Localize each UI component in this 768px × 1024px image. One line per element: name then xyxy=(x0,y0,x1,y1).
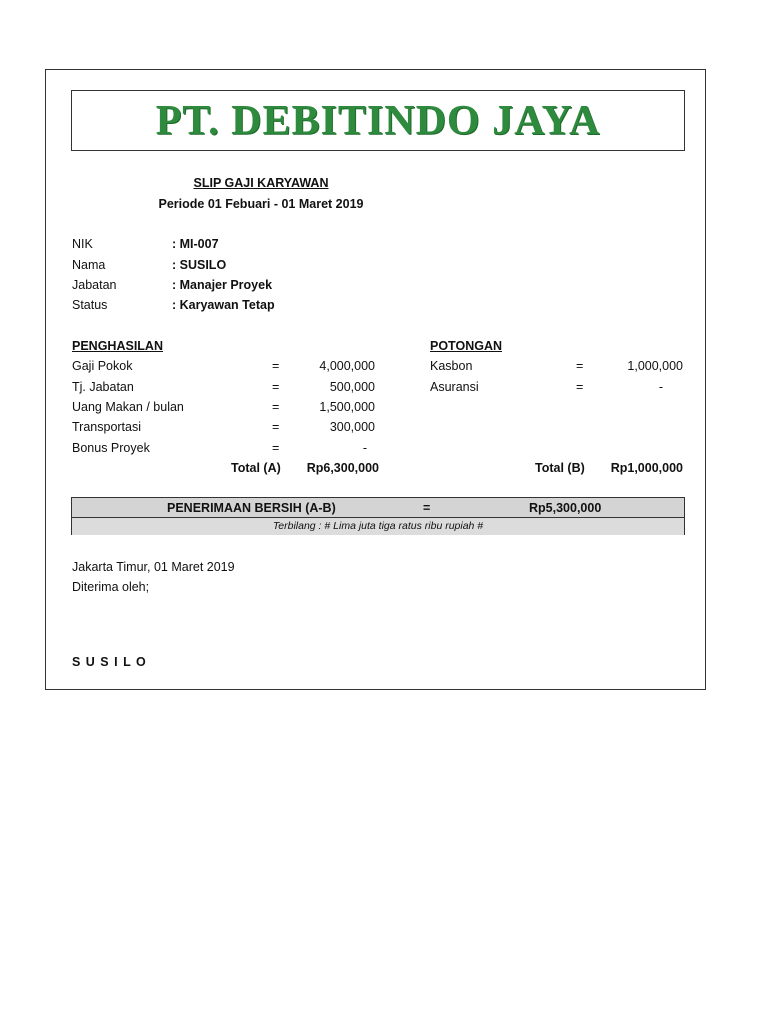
deduction-total-value: Rp1,000,000 xyxy=(610,461,683,475)
income-value-basic: 4,000,000 xyxy=(319,359,375,373)
slip-period: Periode 01 Febuari - 01 Maret 2019 xyxy=(158,197,364,211)
income-total-value: Rp6,300,000 xyxy=(306,461,379,475)
status-value: : Karyawan Tetap xyxy=(172,298,275,312)
deduction-total-label: Total (B) xyxy=(535,461,585,475)
net-pay-spelled: Terbilang : # Lima juta tiga ratus ribu rupiah # xyxy=(272,520,484,532)
company-header xyxy=(71,90,685,151)
nik-value: : MI-007 xyxy=(172,237,219,251)
status-label: Status xyxy=(72,298,108,312)
income-total-label: Total (A) xyxy=(231,461,281,475)
income-eq-meal: = xyxy=(272,400,280,414)
income-value-position-allowance: 500,000 xyxy=(329,380,375,394)
deduction-header: POTONGAN xyxy=(430,339,502,353)
net-pay-eq: = xyxy=(423,501,431,515)
deduction-value-kasbon: 1,000,000 xyxy=(627,359,683,373)
net-pay-label: PENERIMAAN BERSIH (A-B) xyxy=(167,501,336,515)
income-eq-position-allowance: = xyxy=(272,380,280,394)
income-label-basic: Gaji Pokok xyxy=(72,359,133,373)
income-label-position-allowance: Tj. Jabatan xyxy=(72,380,134,394)
deduction-eq-kasbon: = xyxy=(576,359,584,373)
place-date: Jakarta Timur, 01 Maret 2019 xyxy=(72,560,235,574)
net-pay-row xyxy=(72,498,684,518)
name-label: Nama xyxy=(72,258,106,272)
income-label-meal: Uang Makan / bulan xyxy=(72,400,184,414)
income-label-transport: Transportasi xyxy=(72,420,142,434)
nik-label: NIK xyxy=(72,237,93,251)
income-eq-basic: = xyxy=(272,359,280,373)
net-pay-box xyxy=(71,497,685,535)
income-value-bonus: - xyxy=(362,441,367,455)
income-value-transport: 300,000 xyxy=(329,420,375,434)
net-pay-spelled-row xyxy=(72,518,684,535)
salary-slip xyxy=(45,69,706,690)
signature-name: S U S I L O xyxy=(72,655,147,669)
deduction-value-insurance: - xyxy=(658,380,663,394)
income-label-bonus: Bonus Proyek xyxy=(72,441,150,455)
income-value-meal: 1,500,000 xyxy=(319,400,375,414)
position-label: Jabatan xyxy=(72,278,117,292)
slip-title: SLIP GAJI KARYAWAN xyxy=(193,176,329,190)
net-pay-value: Rp5,300,000 xyxy=(529,501,602,515)
name-value: : SUSILO xyxy=(172,258,227,272)
deduction-eq-insurance: = xyxy=(576,380,584,394)
income-header: PENGHASILAN xyxy=(72,339,163,353)
received-by: Diterima oleh; xyxy=(72,580,150,594)
position-value: : Manajer Proyek xyxy=(172,278,273,292)
income-eq-bonus: = xyxy=(272,441,280,455)
income-eq-transport: = xyxy=(272,420,280,434)
company-name: PT. DEBITINDO JAYA xyxy=(155,97,601,144)
deduction-label-kasbon: Kasbon xyxy=(430,359,473,373)
deduction-label-insurance: Asuransi xyxy=(430,380,479,394)
